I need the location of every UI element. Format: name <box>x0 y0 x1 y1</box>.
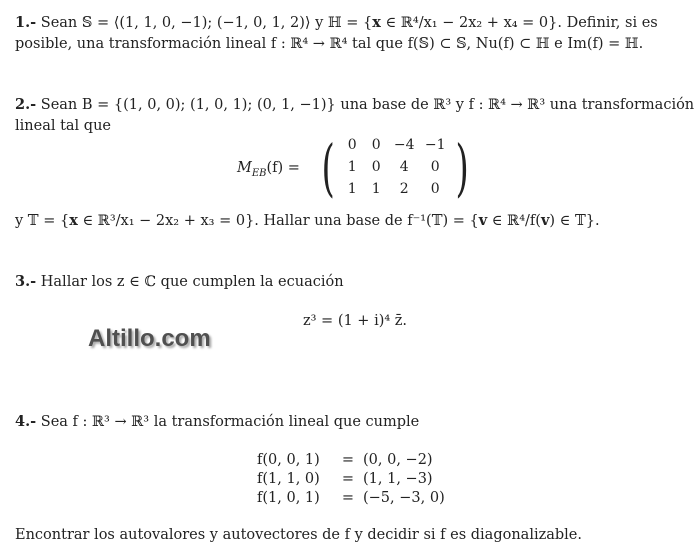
matrix-right-paren: ) <box>455 130 469 204</box>
exercise-4-line-1 <box>15 413 419 430</box>
system-lhs-2: f(1, 1, 0) <box>257 471 320 487</box>
matrix-cell: −1 <box>424 137 446 153</box>
matrix-meb <box>316 130 474 204</box>
exercise-3-text: Hallar los z ∈ ℂ que cumplen la ecuación <box>40 274 344 290</box>
matrix-cell: 0 <box>347 137 357 153</box>
exercise-1-line-2: posible, una transformación lineal f : ℝ⁴ → ℝ⁴ tal que f(𝕊) ⊂ 𝕊, Nu(f) ⊂ ℍ e Im(f) = ℍ. <box>15 36 644 52</box>
system-eq-1: = <box>341 452 355 468</box>
exercise-3-equation: z³ = (1 + i)⁴ z̄. <box>303 313 408 329</box>
system-rhs-2: (1, 1, −3) <box>363 471 433 487</box>
exercise-2-line-3: y 𝕋 = {x ∈ ℝ³/x₁ − 2x₂ + x₃ = 0}. Hallar una base de f⁻¹(𝕋) = {v ∈ ℝ⁴/f(v) ∈ 𝕋}. <box>15 212 600 229</box>
exercise-1-text-c: ∈ ℝ⁴/x₁ − 2x₂ + x₄ = 0}. Definir, si es <box>380 15 658 31</box>
matrix-cell: 0 <box>371 159 381 175</box>
system-eq-2: = <box>341 471 355 487</box>
matrix-cell: −4 <box>393 137 415 153</box>
matrix-cell: 1 <box>371 181 381 197</box>
system-lhs-3: f(1, 0, 1) <box>257 490 320 506</box>
system-eq-3: = <box>341 490 355 506</box>
exercise-2-text: Sean B = {(1, 0, 0); (1, 0, 1); (0, 1, −1)} una base de ℝ³ y f : ℝ⁴ → ℝ³ una transformación <box>40 97 695 113</box>
exercise-3-number: 3.- <box>15 273 37 290</box>
matrix-cell: 1 <box>347 181 357 197</box>
watermark-logo: Altillo.com <box>88 325 211 352</box>
matrix-left-paren: ( <box>321 130 335 204</box>
exercise-1-text-a: Sean 𝕊 = ⟨(1, 1, 0, −1); (−1, 0, 1, 2)⟩ y ℍ = { <box>40 15 373 31</box>
exercise-2-line-2: lineal tal que <box>15 118 112 134</box>
system-rhs-1: (0, 0, −2) <box>363 452 433 468</box>
matrix-label: $M_{EB}(f)$ = <box>237 160 300 179</box>
exercise-1-vector-x: x <box>372 14 381 31</box>
matrix-cell: 0 <box>371 137 381 153</box>
system-rhs-3: (−5, −3, 0) <box>363 490 445 506</box>
matrix-cell: 1 <box>347 159 357 175</box>
exercise-3-line-1 <box>15 273 344 290</box>
matrix-cell: 2 <box>399 181 409 197</box>
matrix-cell: 0 <box>430 159 440 175</box>
matrix-cell: 0 <box>430 181 440 197</box>
matrix-grid <box>340 136 450 199</box>
exercise-4-text: Sea f : ℝ³ → ℝ³ la transformación lineal que cumple <box>40 414 420 430</box>
exercise-1-number: 1.- <box>15 14 37 31</box>
system-lhs-1: f(0, 0, 1) <box>257 452 320 468</box>
equation-system <box>257 451 445 507</box>
exercise-1-line-1 <box>15 14 658 31</box>
exercise-4-line-2: Encontrar los autovalores y autovectores de f y decidir si f es diagonalizable. <box>15 527 582 543</box>
exercise-2-line-1 <box>15 96 694 113</box>
exercise-4-number: 4.- <box>15 413 37 430</box>
exercise-2-number: 2.- <box>15 96 37 113</box>
matrix-cell: 4 <box>399 159 409 175</box>
